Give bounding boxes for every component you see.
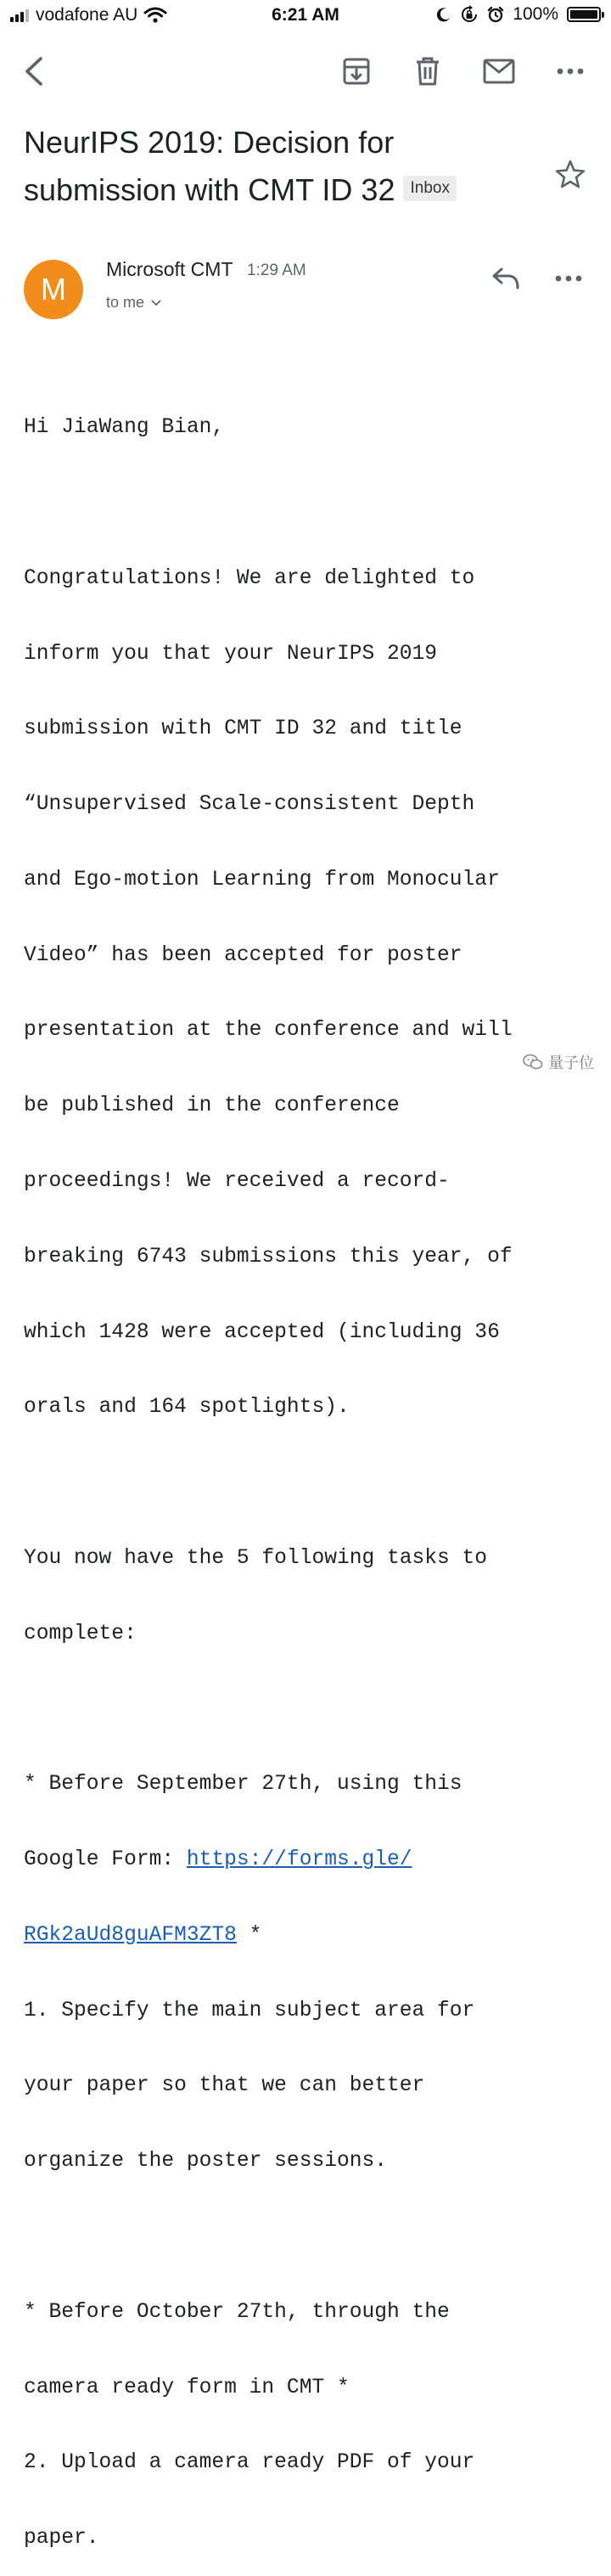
body-line: proceedings! We received a record- (24, 1170, 450, 1193)
more-options-button[interactable] (547, 44, 594, 98)
toolbar (0, 44, 611, 98)
form-label: Google Form: (24, 1848, 187, 1872)
body-line (24, 1923, 601, 1949)
status-right (436, 4, 601, 25)
watermark (519, 1049, 597, 1075)
delete-button[interactable] (404, 44, 451, 98)
wechat-icon (523, 1054, 543, 1071)
body-line: breaking 6743 submissions this year, of (24, 1245, 513, 1268)
chevron-down-icon (151, 300, 161, 307)
body-line: 2. Upload a camera ready PDF of your (24, 2451, 475, 2475)
back-button[interactable] (10, 44, 58, 98)
body-line (24, 1848, 601, 1873)
body-line: submission with CMT ID 32 and title (24, 717, 462, 741)
blank-line (24, 1471, 601, 1496)
body-line: be published in the conference (24, 1094, 400, 1118)
body-line: camera ready form in CMT * (24, 2376, 350, 2399)
body-line: “Unsupervised Scale-consistent Depth (24, 793, 475, 817)
status-bar (0, 0, 611, 34)
body-line: which 1428 were accepted (including 36 (24, 1320, 500, 1344)
archive-button[interactable] (333, 44, 380, 98)
reply-button[interactable] (485, 260, 526, 297)
recipient-details-toggle[interactable] (106, 294, 161, 312)
delete-icon (415, 57, 440, 86)
body-line: Hi JiaWang Bian, (24, 416, 225, 440)
body-line: Congratulations! We are delighted to (24, 566, 475, 590)
body-line: inform you that your NeurIPS 2019 (24, 642, 438, 666)
subject-text: submission with CMT ID 32 (24, 172, 395, 207)
blank-line (24, 2224, 601, 2250)
body-line: You now have the 5 following tasks to (24, 1546, 488, 1570)
alarm-icon (487, 6, 504, 23)
message-more-button[interactable] (548, 260, 589, 297)
body-line: organize the poster sessions. (24, 2150, 388, 2174)
body-line: paper. (24, 2527, 99, 2551)
carrier-name: vodafone AU (36, 5, 138, 25)
blank-line (24, 1696, 601, 1722)
sender-name: Microsoft CMT (106, 258, 233, 280)
email-subject (24, 119, 516, 214)
star-button[interactable] (553, 158, 587, 192)
battery-icon (567, 7, 601, 22)
body-line: Video” has been accepted for poster (24, 943, 462, 967)
rotation-lock-icon (460, 5, 479, 24)
email-time: 1:29 AM (247, 262, 306, 279)
reply-icon (491, 267, 520, 290)
asterisk: * (236, 1923, 262, 1947)
subject-line: NeurIPS 2019: Decision for (24, 125, 395, 160)
subject-line (24, 166, 516, 214)
body-line: complete: (24, 1622, 137, 1645)
body-line: orals and 164 spotlights). (24, 1396, 350, 1420)
archive-icon (342, 57, 371, 86)
body-line: 1. Specify the main subject area for (24, 1999, 475, 2022)
mark-unread-button[interactable] (475, 44, 523, 98)
mark-unread-icon (483, 59, 515, 84)
status-time: 6:21 AM (272, 5, 339, 25)
more-icon (557, 68, 584, 75)
body-line: your paper so that we can better (24, 2074, 425, 2098)
body-line: * Before October 27th, through the (24, 2300, 450, 2324)
blank-line (24, 491, 601, 516)
back-arrow-icon (22, 56, 46, 87)
more-icon (555, 275, 582, 282)
moon-icon (436, 7, 451, 22)
watermark-text: 量子位 (548, 1055, 594, 1071)
sender-avatar[interactable]: M (24, 260, 83, 319)
body-line: * Before September 27th, using this (24, 1773, 462, 1797)
inbox-label-badge[interactable]: Inbox (403, 176, 456, 201)
star-icon (553, 158, 587, 192)
google-form-link[interactable]: https://forms.gle/ (186, 1848, 412, 1872)
email-body (24, 365, 601, 2576)
recipient-text: to me (106, 294, 145, 311)
google-form-link[interactable]: RGk2aUd8guAFM3ZT8 (24, 1923, 237, 1947)
battery-percent: 100% (513, 4, 558, 24)
body-line: presentation at the conference and will (24, 1019, 513, 1043)
body-line: and Ego-motion Learning from Monocular (24, 868, 500, 891)
